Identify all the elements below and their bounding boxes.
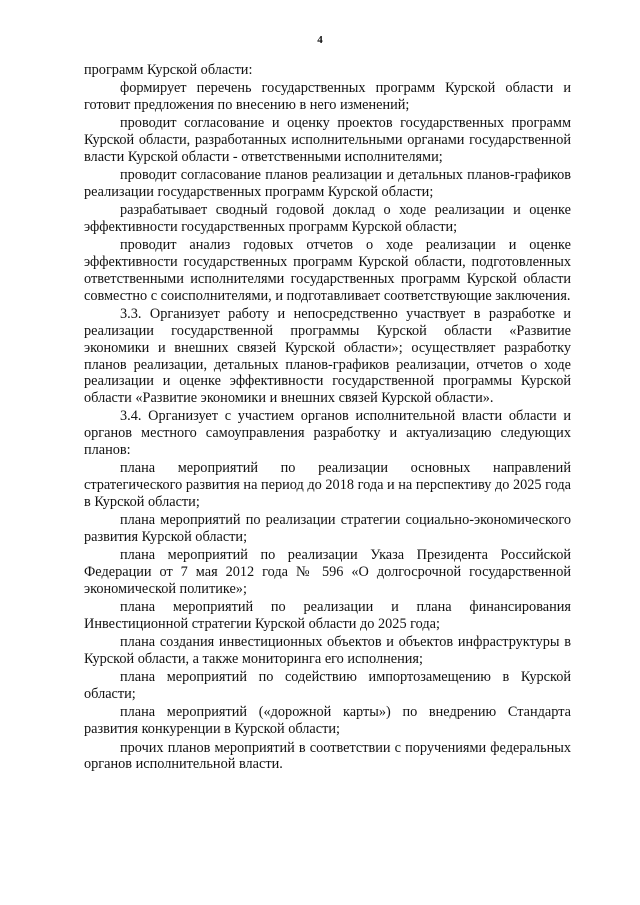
paragraph-11: плана мероприятий по реализации Указа Президента Российской Федерации от 7 мая 2012 года № 596 «О долгосрочной государственной экономической политике»;	[84, 547, 571, 597]
paragraph-1: программ Курской области:	[84, 62, 253, 78]
paragraph-13: плана создания инвестиционных объектов и объектов инфраструктуры в Курской области, а также мониторинга его исполнения;	[84, 634, 571, 668]
paragraph-2: формирует перечень государственных программ Курской области и готовит предложения по внесению в него изменений;	[84, 80, 571, 114]
paragraph-14: плана мероприятий по содействию импортозамещению в Курской области;	[84, 669, 571, 703]
page-number: 4	[317, 34, 323, 46]
paragraph-15: плана мероприятий («дорожной карты») по внедрению Стандарта развития конкуренции в Курской области;	[84, 704, 571, 738]
paragraph-3: проводит согласование и оценку проектов государственных программ Курской области, разработанных исполнительными органами государственной власти Курской области - ответственными исполнителями;	[84, 115, 571, 165]
paragraph-5: разрабатывает сводный годовой доклад о ходе реализации и оценке эффективности государственных программ Курской области;	[84, 202, 571, 236]
paragraph-6: проводит анализ годовых отчетов о ходе реализации и оценке эффективности государственных программ Курской области, подготовленных ответственными исполнителями государственных программ Курской области совместно с соисполнителями, и подготавливает соответствующие заключения.	[84, 237, 571, 304]
paragraph-16: прочих планов мероприятий в соответствии с поручениями федеральных органов исполнительной власти.	[84, 739, 571, 773]
paragraph-8: 3.4. Организует с участием органов исполнительной власти области и органов местного самоуправления разработку и актуализацию следующих планов:	[84, 408, 571, 459]
paragraph-10: плана мероприятий по реализации стратегии социально-экономического развития Курской области;	[84, 512, 571, 546]
paragraph-12: плана мероприятий по реализации и плана финансирования Инвестиционной стратегии Курской области до 2025 года;	[84, 599, 571, 632]
paragraph-7: 3.3. Организует работу и непосредственно участвует в разработке и реализации государственной программы Курской области «Развитие экономики и внешних связей Курской области»; осуществляет разработку планов реализации, детальных планов-графиков реализации, отчетов о ходе реализации и оценке эффективности государственной программы Курской области «Развитие экономики и внешних связей Курской области».	[84, 306, 571, 407]
paragraph-9: плана мероприятий по реализации основных направлений стратегического развития на период до 2018 года и на перспективу до 2025 года в Курской области;	[84, 460, 571, 510]
document-body	[84, 62, 571, 773]
paragraph-4: проводит согласование планов реализации и детальных планов-графиков реализации государственных программ Курской области;	[84, 167, 571, 201]
